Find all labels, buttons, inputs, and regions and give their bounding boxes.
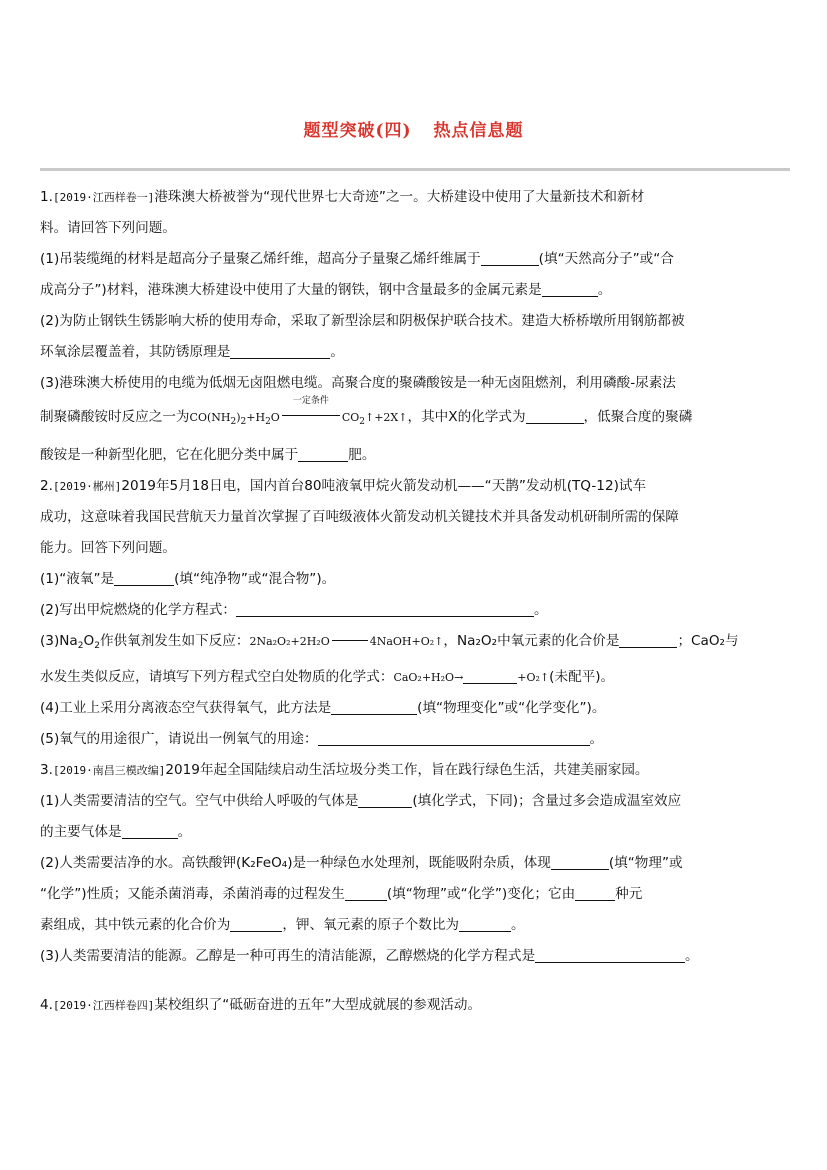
q1-part2-cont: 环氧涂层覆盖着，其防锈原理是 。 xyxy=(40,344,344,360)
q1-part2: (2)为防止钢铁生锈影响大桥的使用寿命，采取了新型涂层和阴极保护联合技术。建造大桥桥墩所用钢筋都被 xyxy=(40,313,685,329)
q3-part3: (3)人类需要清洁的能源。乙醇是一种可再生的清洁能源，乙醇燃烧的化学方程式是 。 xyxy=(40,948,699,964)
q3-part2-cont: “化学”)性质；又能杀菌消毒，杀菌消毒的过程发生 (填“物理”或“化学”)变化；它由 种元 xyxy=(40,886,643,902)
question-list xyxy=(40,182,792,1021)
answer-blank[interactable] xyxy=(318,731,590,746)
q1-stem: 1.[2019·江西样卷一]港珠澳大桥被誉为“现代世界七大奇迹”之一。大桥建设中使用了大量新技术和新材 xyxy=(40,189,645,205)
reaction-equation: $CO(NH_2)_2+H_2O$ 一定条件 $CO_2↑+2X↑$ xyxy=(189,396,408,427)
page-title xyxy=(0,116,827,141)
answer-blank[interactable] xyxy=(236,602,534,617)
answer-blank[interactable] xyxy=(358,793,412,808)
title-main: 题型突破(四) xyxy=(303,121,412,141)
answer-blank[interactable] xyxy=(230,917,282,932)
q2-part3-cont: 水发生类似反应，请填写下列方程式空白处物质的化学式：CaO₂+H₂O→ +O₂↑(未配平)。 xyxy=(40,669,615,685)
answer-blank[interactable] xyxy=(481,251,539,266)
answer-blank[interactable] xyxy=(331,700,417,715)
q1-part1: (1)吊装缆绳的材料是超高分子量聚乙烯纤维，超高分子量聚乙烯纤维属于 (填“天然高分子”或“合 xyxy=(40,251,674,267)
q2-stem: 2.[2019·郴州]2019年5月18日电，国内首台80吨液氧甲烷火箭发动机——“天鹊”发动机(TQ-12)试车 xyxy=(40,478,647,494)
q1-part1-cont: 成高分子”)材料，港珠澳大桥建设中使用了大量的钢铁，钢中含量最多的金属元素是 。 xyxy=(40,282,612,298)
q1-part3: (3)港珠澳大桥使用的电缆为低烟无卤阻燃电缆。高聚合度的聚磷酸铵是一种无卤阻燃剂，利用磷酸-尿素法 xyxy=(40,375,676,391)
answer-blank[interactable] xyxy=(345,886,387,901)
q2-part2: (2)写出甲烷燃烧的化学方程式： 。 xyxy=(40,602,548,618)
q2-part3: $(3)Na_2O_2$作供氧剂发生如下反应：2Na₂O₂+2H₂O 4NaOH+O₂↑，Na₂O₂中氧元素的化合价是 ；CaO₂与 xyxy=(40,633,739,651)
q1-stem-cont: 料。请回答下列问题。 xyxy=(40,220,176,236)
answer-blank[interactable] xyxy=(535,948,685,963)
answer-blank[interactable] xyxy=(542,282,598,297)
q2-stem-cont: 成功，这意味着我国民营航天力量首次掌握了百吨级液体火箭发动机关键技术并具备发动机研制所需的保障 xyxy=(40,509,679,525)
answer-blank[interactable] xyxy=(575,886,615,901)
q2-part4: (4)工业上采用分离液态空气获得氧气，此方法是 (填“物理变化”或“化学变化”)。 xyxy=(40,700,606,716)
q1-part3-cont: 酸铵是一种新型化肥，它在化肥分类中属于 肥。 xyxy=(40,447,376,463)
answer-blank[interactable] xyxy=(114,571,174,586)
answer-blank[interactable] xyxy=(526,409,584,424)
title-sub: 热点信息题 xyxy=(433,121,524,141)
q4-stem: 4.[2019·江西样卷四]某校组织了“砥砺奋进的五年”大型成就展的参观活动。 xyxy=(40,997,482,1013)
q2-part1: (1)“液氧”是 (填“纯净物”或“混合物”)。 xyxy=(40,571,336,587)
q2-part5: (5)氧气的用途很广，请说出一例氧气的用途： 。 xyxy=(40,731,604,747)
q3-part2: (2)人类需要洁净的水。高铁酸钾(K₂FeO₄)是一种绿色水处理剂，既能吸附杂质，体现 (填“物理”或 xyxy=(40,855,683,871)
answer-blank[interactable] xyxy=(463,669,517,684)
q2-stem-cont2: 能力。回答下列问题。 xyxy=(40,540,176,556)
answer-blank[interactable] xyxy=(122,824,178,839)
q3-part1-cont: 的主要气体是 。 xyxy=(40,824,192,840)
answer-blank[interactable] xyxy=(551,855,609,870)
equals-sign xyxy=(332,640,368,641)
answer-blank[interactable] xyxy=(230,344,330,359)
q3-stem: 3.[2019·南昌三模改编]2019年起全国陆续启动生活垃圾分类工作，旨在践行绿色生活，共建美丽家园。 xyxy=(40,762,649,778)
q3-part2-cont2: 素组成，其中铁元素的化合价为 ，钾、氧元素的原子个数比为 。 xyxy=(40,917,525,933)
reaction-condition: 一定条件 xyxy=(280,409,342,423)
answer-blank[interactable] xyxy=(619,633,677,648)
answer-blank[interactable] xyxy=(459,917,511,932)
answer-blank[interactable] xyxy=(298,447,348,462)
q3-part1: (1)人类需要清洁的空气。空气中供给人呼吸的气体是 (填化学式，下同)；含量过多会造成温室效应 xyxy=(40,793,682,809)
title-divider xyxy=(40,168,790,171)
q1-part3-equation-line: 制聚磷酸铵时反应之一为$CO(NH_2)_2+H_2O$ 一定条件 $CO_2↑+2X↑$，其中X的化学式为 ，低聚合度的聚磷 xyxy=(40,396,693,427)
